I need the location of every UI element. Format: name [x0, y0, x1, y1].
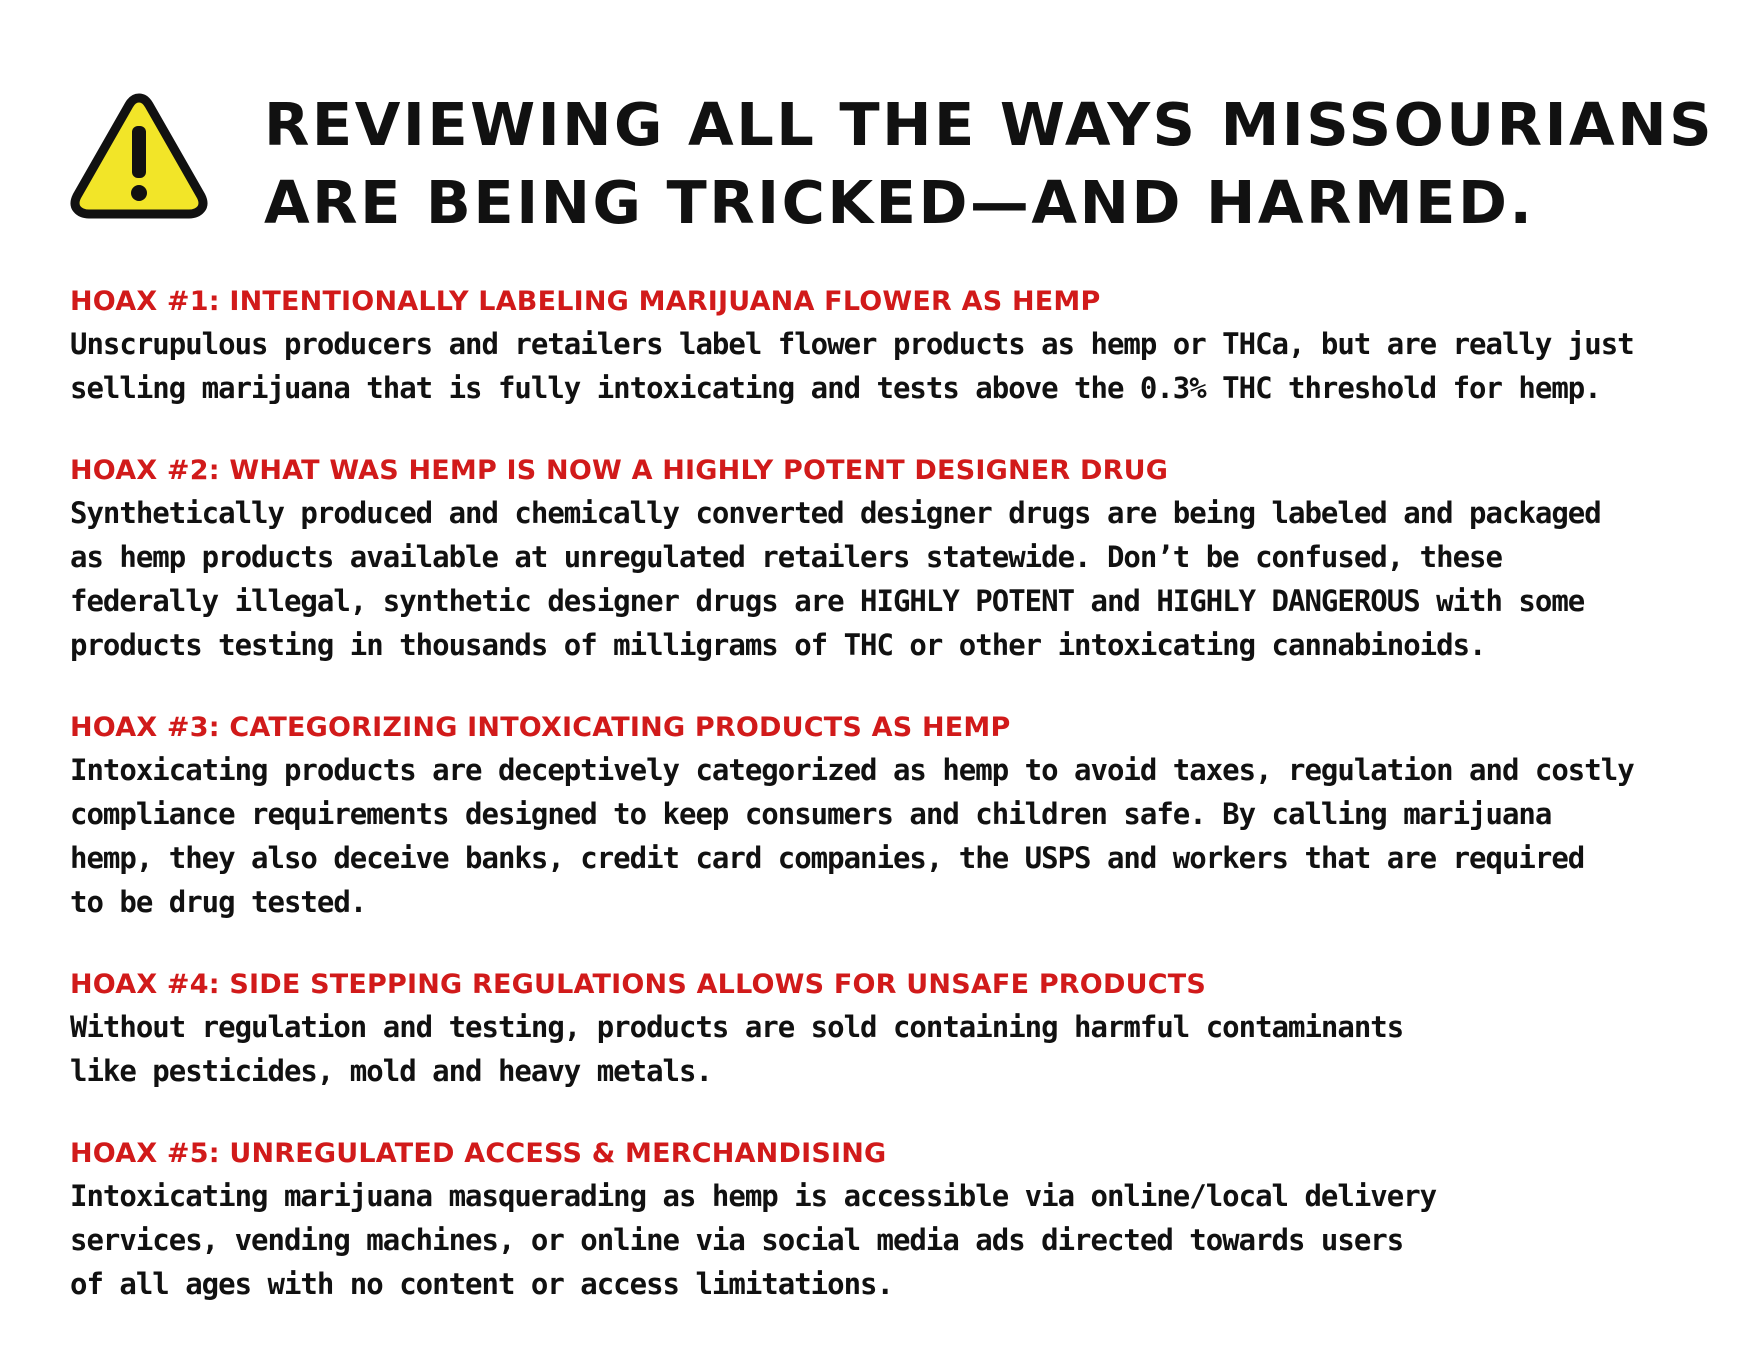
hoax-section-1	[70, 282, 1710, 410]
body-line: of all ages with no content or access limitations.	[70, 1267, 893, 1301]
body-line: hemp, they also deceive banks, credit card companies, the USPS and workers that are required	[70, 841, 1585, 875]
body-line: Intoxicating marijuana masquerading as hemp is accessible via online/local delivery	[70, 1179, 1437, 1213]
hoax-section-3	[70, 708, 1710, 924]
title-line: REVIEWING ALL THE WAYS MISSOURIANS	[264, 90, 1715, 159]
hoax-body	[70, 322, 1710, 410]
hoax-heading: HOAX #4: SIDE STEPPING REGULATIONS ALLOWS FOR UNSAFE PRODUCTS	[70, 969, 1206, 1000]
warning-triangle-icon	[68, 90, 210, 220]
body-line: selling marijuana that is fully intoxicating and tests above the 0.3% THC threshold for hemp.	[70, 371, 1601, 405]
hoax-section-2	[70, 451, 1710, 667]
body-line: Intoxicating products are deceptively categorized as hemp to avoid taxes, regulation and costly	[70, 753, 1634, 787]
body-line: federally illegal, synthetic designer drugs are HIGHLY POTENT and HIGHLY DANGEROUS with some	[70, 584, 1585, 618]
page-title	[264, 86, 1715, 242]
hoax-heading: HOAX #5: UNREGULATED ACCESS & MERCHANDISING	[70, 1138, 887, 1169]
hoax-body	[70, 1174, 1710, 1306]
title-line: ARE BEING TRICKED—AND HARMED.	[264, 168, 1535, 237]
body-line: Synthetically produced and chemically converted designer drugs are being labeled and packaged	[70, 496, 1601, 530]
hoax-section-5	[70, 1134, 1710, 1306]
body-line: to be drug tested.	[70, 885, 367, 919]
hoax-heading: HOAX #1: INTENTIONALLY LABELING MARIJUANA FLOWER AS HEMP	[70, 286, 1101, 317]
body-line: Unscrupulous producers and retailers label flower products as hemp or THCa, but are really just	[70, 327, 1634, 361]
hoax-body	[70, 491, 1710, 667]
body-line: products testing in thousands of milligrams of THC or other intoxicating cannabinoids.	[70, 628, 1486, 662]
hoax-heading: HOAX #2: WHAT WAS HEMP IS NOW A HIGHLY POTENT DESIGNER DRUG	[70, 455, 1169, 486]
hoax-body	[70, 1005, 1710, 1093]
header	[68, 86, 1715, 237]
body-line: compliance requirements designed to keep consumers and children safe. By calling marijuana	[70, 797, 1552, 831]
hoax-heading: HOAX #3: CATEGORIZING INTOXICATING PRODUCTS AS HEMP	[70, 712, 1011, 743]
body-line: services, vending machines, or online via social media ads directed towards users	[70, 1223, 1404, 1257]
body-line: like pesticides, mold and heavy metals.	[70, 1054, 712, 1088]
hoax-section-4	[70, 965, 1710, 1093]
hoax-body	[70, 748, 1710, 924]
body-line: Without regulation and testing, products are sold containing harmful contaminants	[70, 1010, 1404, 1044]
body-line: as hemp products available at unregulated retailers statewide. Don’t be confused, these	[70, 540, 1502, 574]
